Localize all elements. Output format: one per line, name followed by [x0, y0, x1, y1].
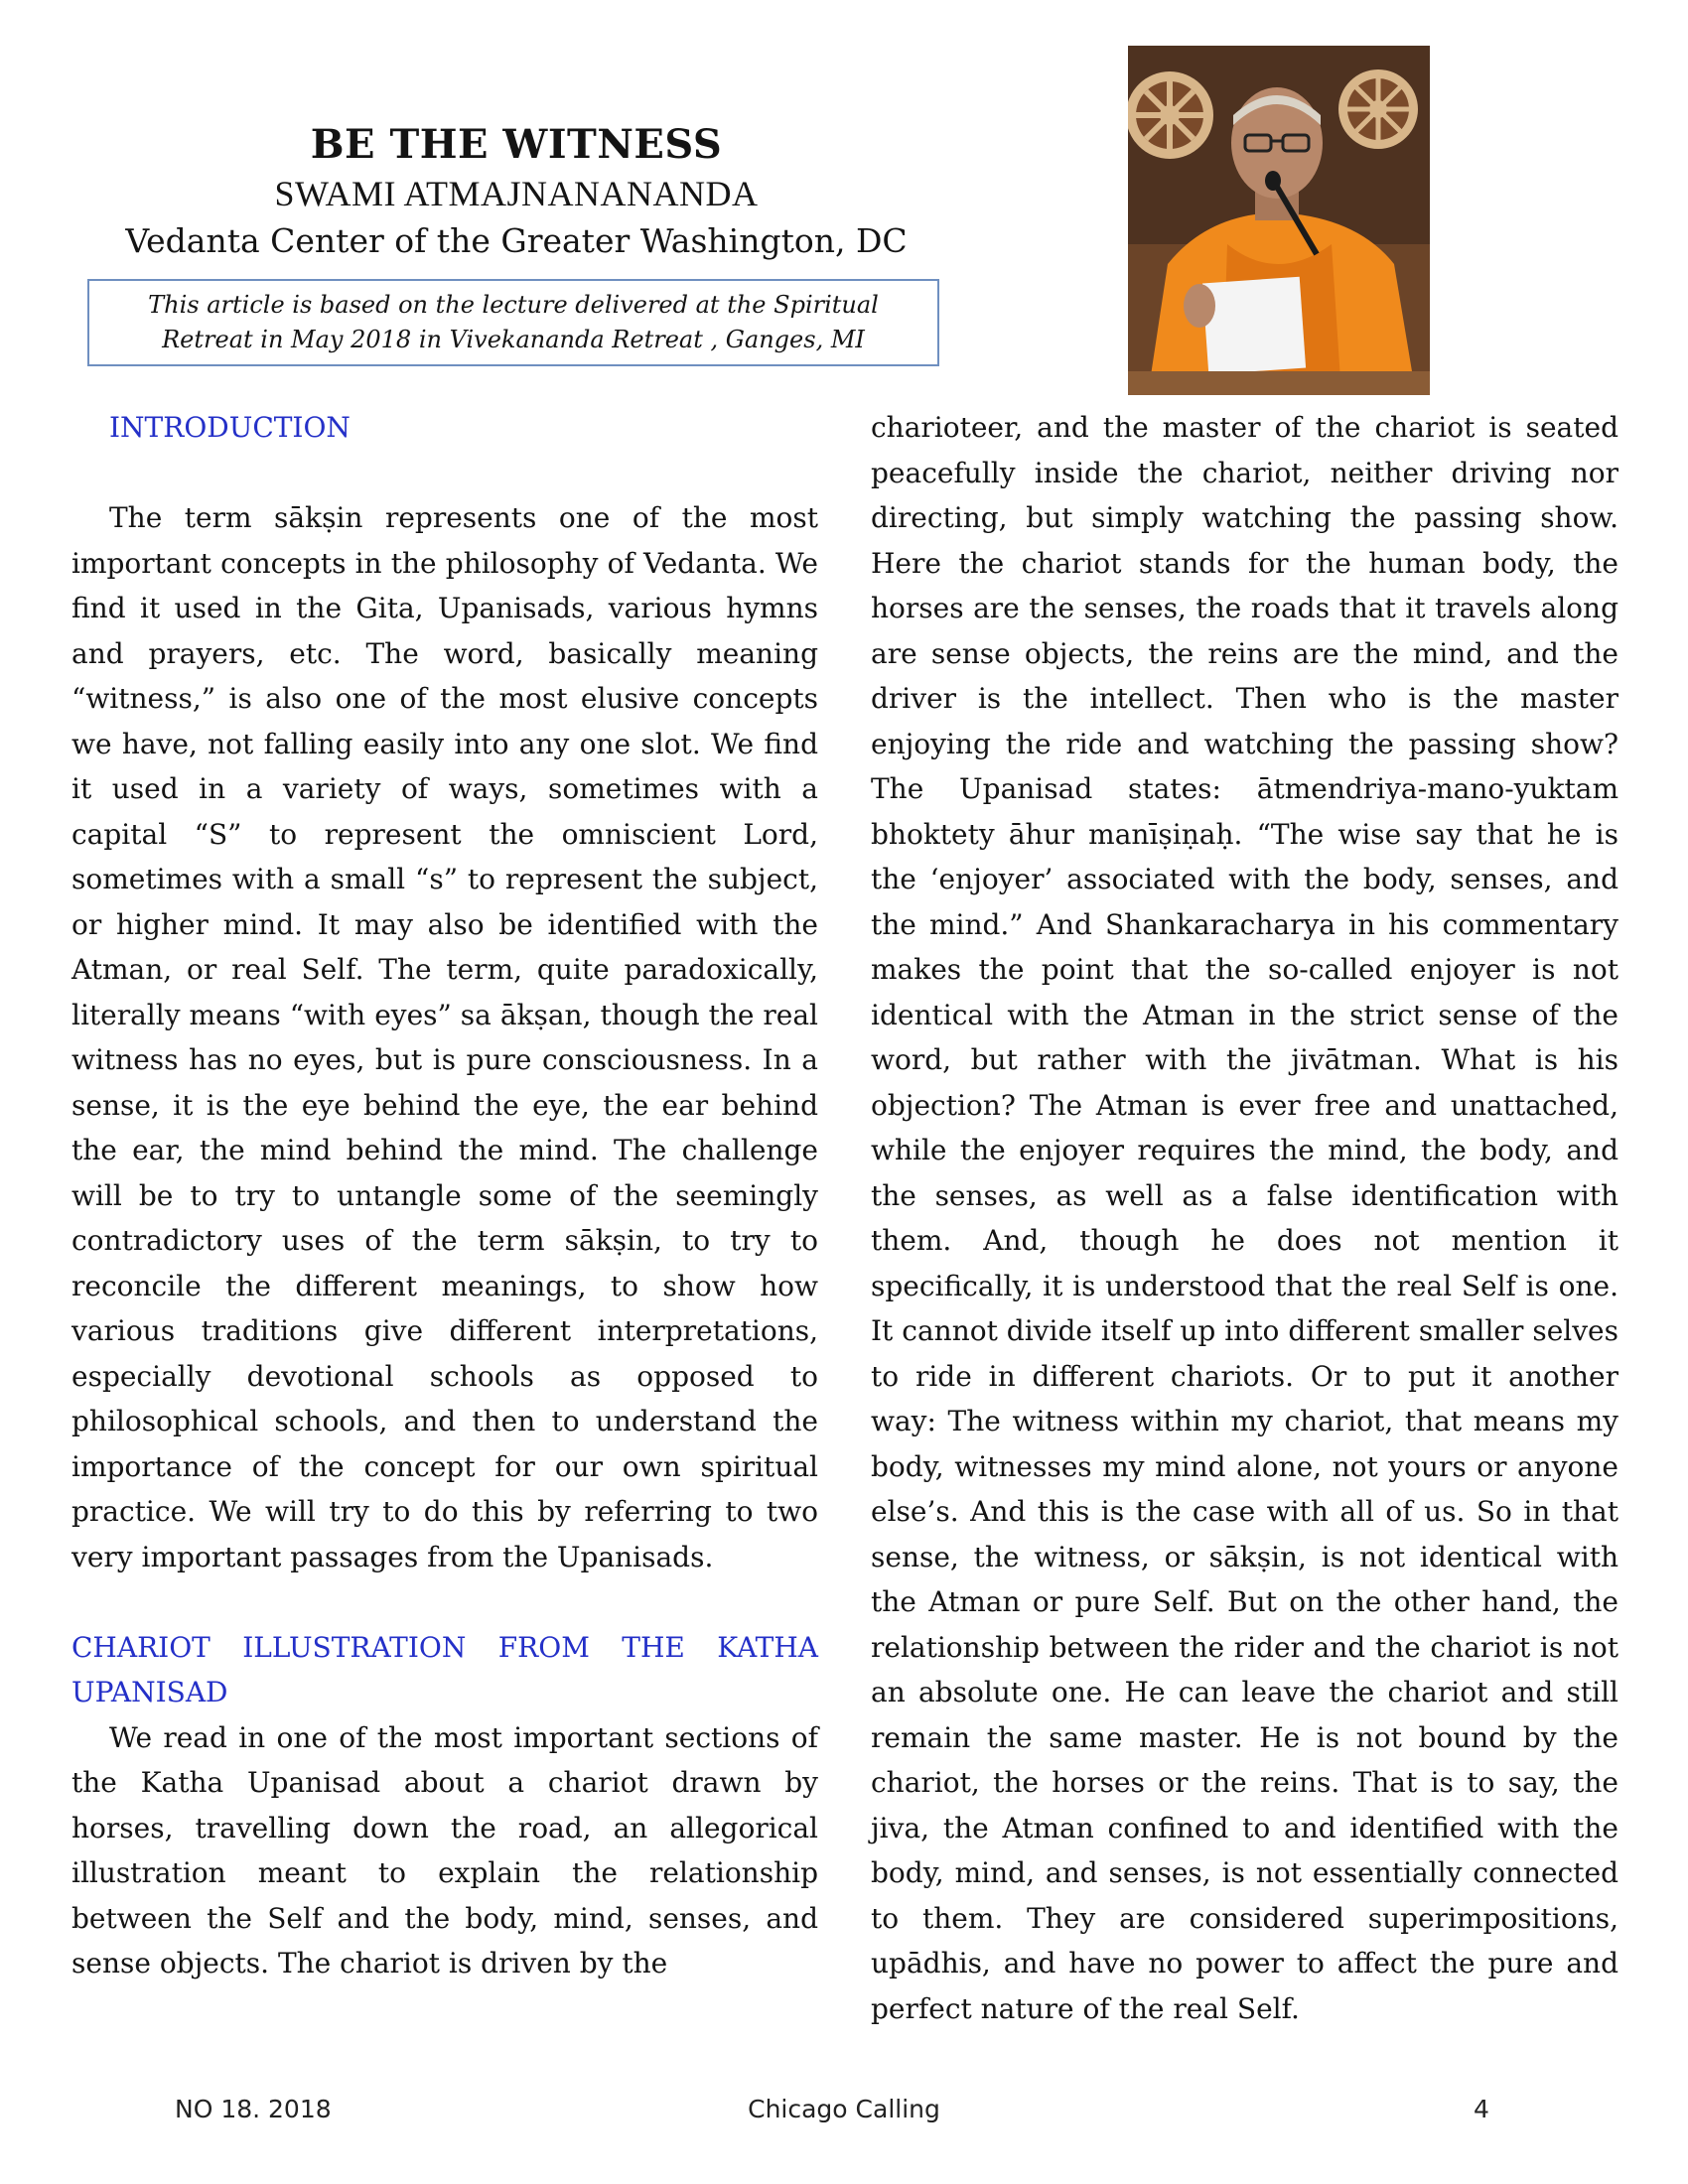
- lecture-note-box: [87, 279, 939, 366]
- lecture-note-text: [148, 288, 879, 357]
- title-block: [60, 119, 973, 266]
- footer-issue: NO 18. 2018: [175, 2095, 332, 2123]
- organization-name: Vedanta Center of the Greater Washington, DC: [125, 221, 908, 260]
- dharma-wheel-right-icon: [1338, 69, 1418, 149]
- author-name: SWAMI ATMAJNANANANDA: [274, 174, 759, 213]
- right-column: [871, 405, 1618, 2031]
- footer-publication: Chicago Calling: [748, 2095, 940, 2123]
- left-column: [71, 405, 818, 1986]
- chariot-paragraph: We read in one of the most important sections of the Katha Upanisad about a chariot drawn by horses, travelling down the road, an allegorical illustration meant to explain the relationship between the Self and the body, mind, senses, and sense objects. The chariot is driven by the: [71, 1720, 818, 1979]
- spacer: [71, 1579, 818, 1625]
- dharma-wheel-left-icon: [1128, 71, 1213, 159]
- speaker-portrait-illustration: [1128, 46, 1430, 395]
- section-heading-introduction: INTRODUCTION: [109, 411, 351, 444]
- article-title: BE THE WITNESS: [310, 121, 723, 168]
- lecture-note-line-2: Retreat in May 2018 in Vivekananda Retreat , Ganges, MI: [162, 326, 865, 353]
- introduction-paragraph: The term sākṣin represents one of the most important concepts in the philosophy of Vedanta. We find it used in the Gita, Upanisads, various hymns and prayers, etc. The word, basically meaning “witness,” is also one of the most elusive concepts we have, not falling easily into any one slot. We find it used in a variety of ways, sometimes with a capital “S” to represent the omniscient Lord, sometimes with a small “s” to represent the subject, or higher mind. It may also be identified with the Atman, or real Self. The term, quite paradoxically, literally means “with eyes” sa ākṣan, though the real witness has no eyes, but is pure consciousness. In a sense, it is the eye behind the eye, the ear behind the ear, the mind behind the mind. The challenge will be to try to untangle some of the seemingly contradictory uses of the term sākṣin, to try to reconcile the different meanings, to show how various traditions give different interpretations, especially devotional schools as opposed to philosophical schools, and then to understand the importance of the concept for our own spiritual practice. We will try to do this by referring to two very important passages from the Upanisads.: [71, 501, 818, 1573]
- chariot-continued-paragraph: charioteer, and the master of the chariot is seated peacefully inside the chariot, neither driving nor directing, but simply watching the passing show. Here the chariot stands for the human body, the horses are the senses, the roads that it travels along are sense objects, the reins are the mind, and the driver is the intellect. Then who is the master enjoying the ride and watching the passing show? The Upanisad states: ātmendriya-mano-yuktam bhoktety āhur manīṣiṇaḥ. “The wise say that he is the ‘enjoyer’ associated with the body, senses, and the mind.” And Shankaracharya in his commentary makes the point that the so-called enjoyer is not identical with the Atman in the strict sense of the word, but rather with the jivātman. What is his objection? The Atman is ever free and unattached, while the enjoyer requires the mind, the body, and the senses, as well as a false identification with them. And, though he does not mention it specifically, it is understood that the real Self is one. It cannot divide itself up into different smaller selves to ride in different chariots. Or to put it another way: The witness within my chariot, that means my body, witnesses my mind alone, not yours or anyone else’s. And this is the case with all of us. So in that sense, the witness, or sākṣin, is not identical with the Atman or pure Self. But on the other hand, the relationship between the rider and the chariot is not an absolute one. He can leave the chariot and still remain the same master. He is not bound by the chariot, the horses or the reins. That is to say, the jiva, the Atman confined to and identified with the body, mind, and senses, is not essentially connected to them. They are considered superimpositions, upādhis, and have no power to affect the pure and perfect nature of the real Self.: [871, 411, 1618, 2025]
- section-heading-chariot: CHARIOT ILLUSTRATION FROM THE KATHA UPANISAD: [71, 1630, 818, 1708]
- speaker-portrait-photo: [1128, 46, 1430, 395]
- lecture-note-line-1: This article is based on the lecture delivered at the Spiritual: [148, 291, 879, 319]
- footer-page-number: 4: [1474, 2095, 1489, 2123]
- spacer: [71, 451, 818, 496]
